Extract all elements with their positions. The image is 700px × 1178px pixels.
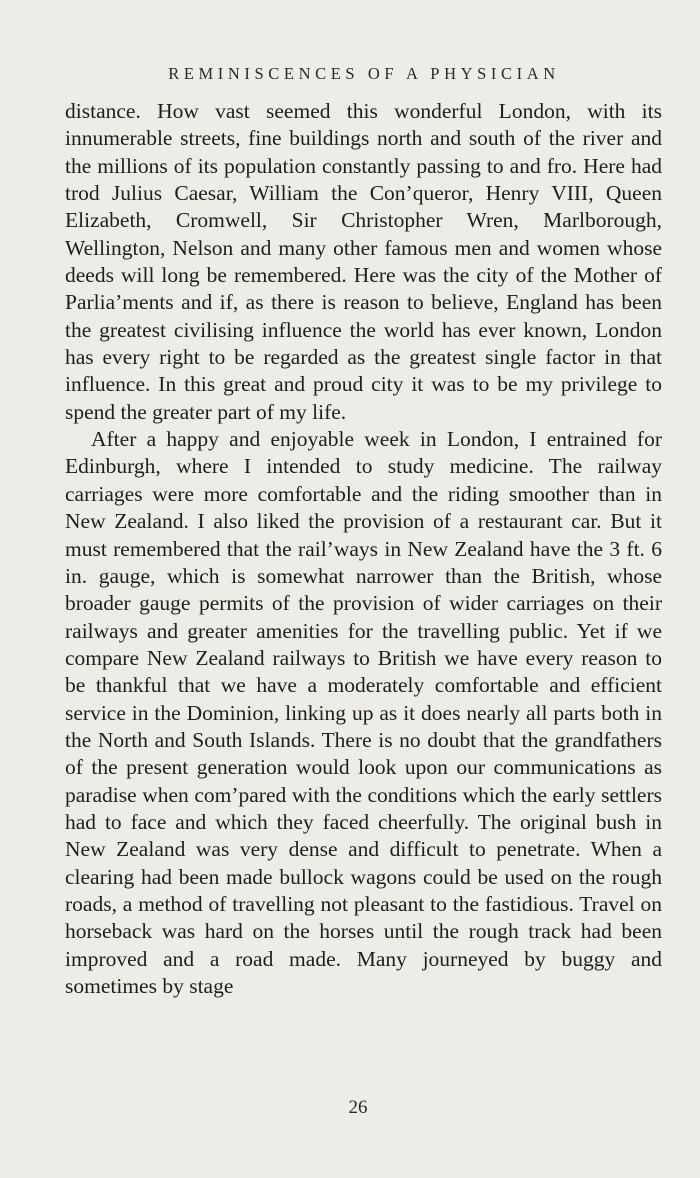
body-text [65,98,662,1000]
paragraph-edinburgh: After a happy and enjoyable week in London, I entrained for Edinburgh, where I intended to study medicine. The railway carriages were more comfortable and the riding smoother than in New Zealand. I also liked the provision of a restaurant car. But it must remembered that the rail’ways in New Zealand have the 3 ft. 6 in. gauge, which is somewhat narrower than the British, whose broader gauge permits of the provision of wider carriages on their railways and greater amenities for the travelling public. Yet if we compare New Zealand railways to British we have every reason to be thankful that we have a moderately comfortable and efficient service in the Dominion, linking up as it does nearly all parts both in the North and South Islands. There is no doubt that the grandfathers of the present generation would look upon our communications as paradise when com’pared with the conditions which the early settlers had to face and which they faced cheerfully. The original bush in New Zealand was very dense and difficult to penetrate. When a clearing had been made bullock wagons could be used on the rough roads, a method of travelling not pleasant to the fastidious. Travel on horseback was hard on the horses until the rough track had been improved and a road made. Many journeyed by buggy and sometimes by stage [65,427,662,998]
running-head: REMINISCENCES OF A PHYSICIAN [168,64,560,83]
page-number: 26 [348,1097,368,1118]
paragraph-continued: distance. How vast seemed this wonderful London, with its innumerable streets, fine buildings north and south of the river and the millions of its population constantly passing to and fro. Here had trod Julius Caesar, William the Con’queror, Henry VIII, Queen Elizabeth, Cromwell, Sir Christopher Wren, Marlborough, Wellington, Nelson and many other famous men and women whose deeds will long be remembered. Here was the city of the Mother of Parlia’ments and if, as there is reason to believe, England has been the greatest civilising influence the world has ever known, London has every right to be regarded as the greatest single factor in that influence. In this great and proud city it was to be my privilege to spend the greater part of my life. [65,99,662,424]
